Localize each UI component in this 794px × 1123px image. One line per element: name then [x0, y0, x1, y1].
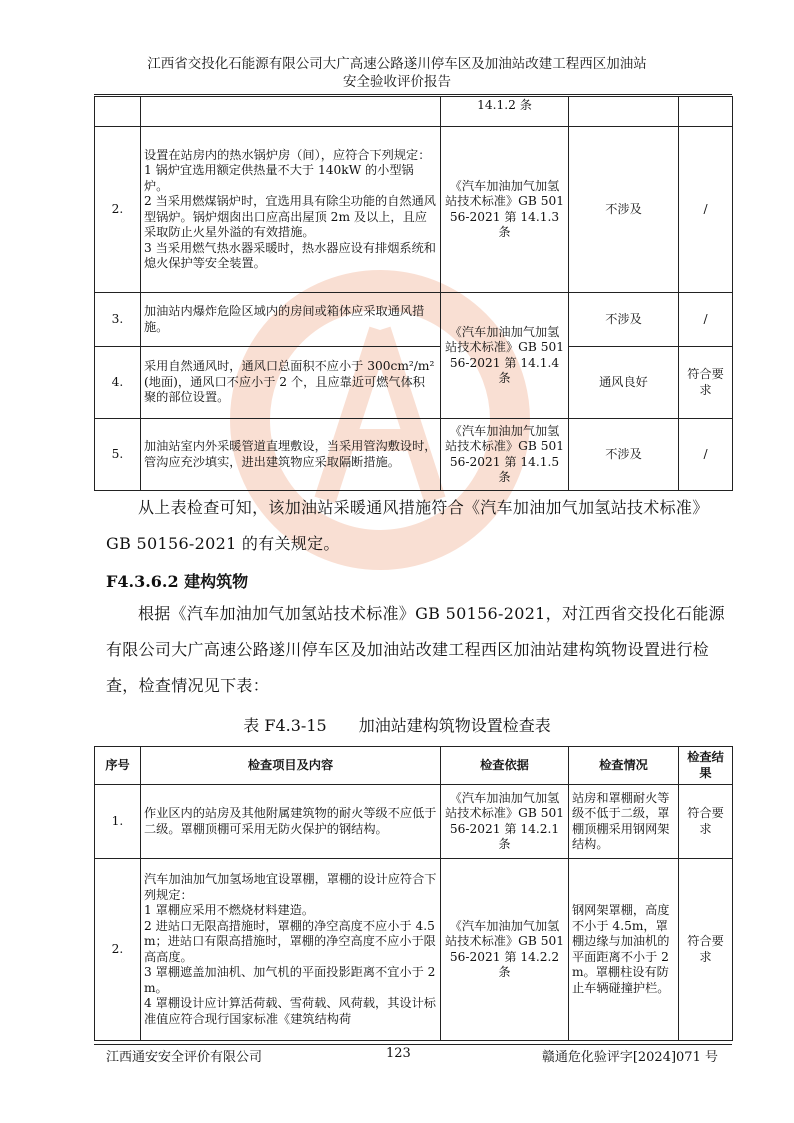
table-row: 3. 加油站内爆炸危险区域内的房间或箱体应采取通风措施。 《汽车加油加气加氢站技术标准》GB 50156-2021 第 14.1.4 条 不涉及 /	[95, 293, 733, 347]
report-header-line2: 安全验收评价报告	[343, 74, 451, 90]
page-number: 123	[386, 1046, 411, 1061]
table-row: 1. 作业区内的站房及其他附属建筑物的耐火等级不应低于二级。罩棚顶棚可采用无防火保护的钢结构。 《汽车加油加气加氢站技术标准》GB 50156-2021 第 14.2.1 条 站房和罩棚耐火等级不低于二级，罩棚顶棚采用钢网架结构。 符合要求	[95, 785, 733, 859]
row-content: 设置在站房内的热水锅炉房（间），应符合下列规定： 1 锅炉宜选用额定供热量不大于 140kW 的小型锅炉。 2 当采用燃煤锅炉时，宜选用具有除尘功能的自然通风型锅炉。锅炉烟囱出口应高出屋顶 2m 及以上，且应采取防止火星外溢的有效措施。 3 当采用燃气热水器采暖时，热水器应设有排烟系统和熄火保护等安全装置。	[141, 127, 441, 293]
header-result: 检查情况	[569, 747, 679, 785]
header-no: 序号	[95, 747, 141, 785]
header-content: 检查项目及内容	[141, 747, 441, 785]
table-row: 2. 设置在站房内的热水锅炉房（间），应符合下列规定： 1 锅炉宜选用额定供热量不大于 140kW 的小型锅炉。 2 当采用燃煤锅炉时，宜选用具有除尘功能的自然通风型锅炉。锅炉烟囱出口应高出屋顶 2m 及以上，且应采取防止火星外溢的有效措施。 3 当采用燃气热水器采暖时，热水器应设有排烟系统和熄火保护等安全装置。 《汽车加油加气加氢站技术标准》GB 50156-2021 第 14.1.3 条 不涉及 /	[95, 127, 733, 293]
header-conclusion: 检查结果	[679, 747, 733, 785]
report-header-line1: 江西省交投化石能源有限公司大广高速公路遂川停车区及加油站改建工程西区加油站	[147, 56, 647, 72]
ventilation-check-table	[94, 96, 733, 491]
table-row: 5. 加油站室内外采暖管道直埋敷设，当采用管沟敷设时，管沟应充沙填实，进出建筑物应采取隔断措施。 《汽车加油加气加氢站技术标准》GB 50156-2021 第 14.1.5 条 不涉及 /	[95, 419, 733, 491]
table-header-row	[95, 747, 733, 785]
table-row: 14.1.2 条	[95, 97, 733, 127]
summary-paragraph: 从上表检查可知，该加油站采暖通风措施符合《汽车加油加气加氢站技术标准》GB 50156-2021 的有关规定。	[106, 498, 709, 553]
section-title: F4.3.6.2 建构筑物	[106, 572, 249, 591]
footer-rule	[94, 1044, 732, 1045]
table-row: 4. 采用自然通风时，通风口总面积不应小于 300cm²/m²(地面)，通风口不应小于 2 个，且应靠近可燃气体积聚的部位设置。 通风良好 符合要求	[95, 347, 733, 419]
table-row: 2. 汽车加油加气加氢场地宜设罩棚，罩棚的设计应符合下列规定： 1 罩棚应采用不燃烧材料建造。 2 进站口无限高措施时，罩棚的净空高度不应小于 4.5m；进站口有限高措施时，罩棚的净空高度不应小于限高高度。 3 罩棚遮盖加油机、加气机的平面投影距离不宜小于 2m。 4 罩棚设计应计算活荷载、雪荷载、风荷载，其设计标准值应符合现行国家标准《建筑结构荷 《汽车加油加气加氢站技术标准》GB 50156-2021 第 14.2.2 条 钢网架罩棚，高度不小于 4.5m，罩棚边缘与加油机的平面距离不小于 2m。罩棚柱设有防止车辆碰撞护栏。 符合要求	[95, 859, 733, 1041]
table-caption: 表 F4.3-15 加油站建构筑物设置检查表	[243, 716, 551, 735]
footer-company: 江西通安安全评价有限公司	[106, 1050, 263, 1065]
header-basis: 检查依据	[441, 747, 569, 785]
footer-ref: 赣通危化验评字[2024]071 号	[541, 1050, 718, 1065]
header-rule	[94, 94, 732, 95]
intro-paragraph: 根据《汽车加油加气加氢站技术标准》GB 50156-2021，对江西省交投化石能源有限公司大广高速公路遂川停车区及加油站改建工程西区加油站建构筑物设置进行检查，检查情况见下表：	[106, 604, 725, 695]
building-check-table	[94, 746, 733, 1041]
